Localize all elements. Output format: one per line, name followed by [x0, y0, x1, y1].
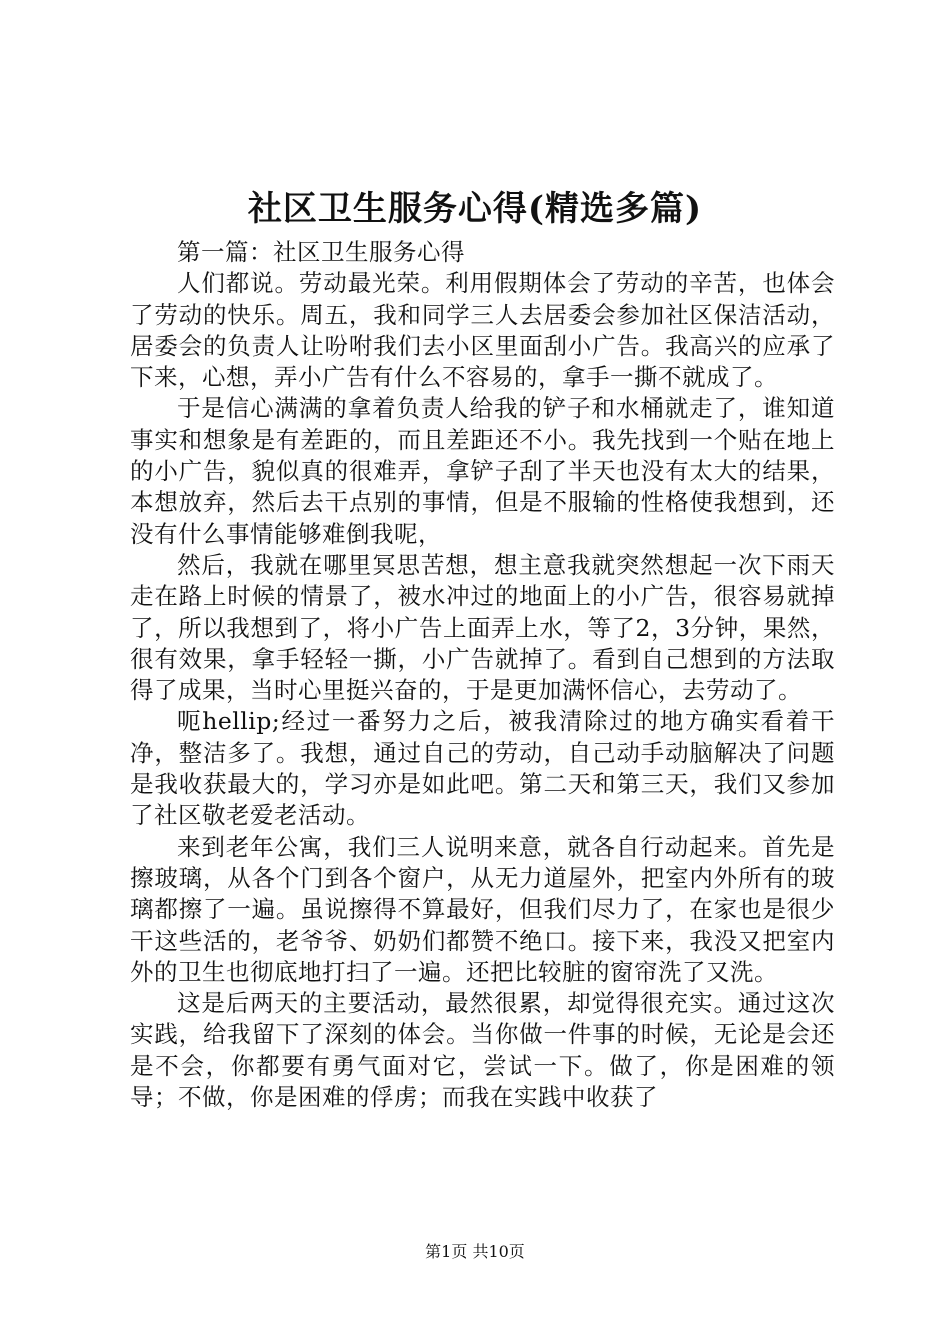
paragraph: 呃hellip;经过一番努力之后，被我清除过的地方确实看着干净，整洁多了。我想，通过自己的劳动，自己动手动脑解决了问题是我收获最大的，学习亦是如此吧。第二天和第三天，我们又参加了社区敬老爱老活动。	[130, 707, 835, 830]
paragraph: 人们都说。劳动最光荣。利用假期体会了劳动的辛苦，也体会了劳动的快乐。周五，我和同学三人去居委会参加社区保洁活动，居委会的负责人让吩咐我们去小区里面刮小广告。我高兴的应承了下来，心想，弄小广告有什么不容易的，拿手一撕不就成了。	[130, 269, 835, 392]
paragraph: 于是信心满满的拿着负责人给我的铲子和水桶就走了，谁知道事实和想象是有差距的，而且差距还不小。我先找到一个贴在地上的小广告，貌似真的很难弄，拿铲子刮了半天也没有太大的结果，本想放弃，然后去干点别的事情，但是不服输的性格使我想到，还没有什么事情能够难倒我呢，	[130, 394, 835, 548]
section-heading: 第一篇：社区卫生服务心得	[177, 238, 465, 266]
paragraph: 来到老年公寓，我们三人说明来意，就各自行动起来。首先是擦玻璃，从各个门到各个窗户，从无力道屋外，把室内外所有的玻璃都擦了一遍。虽说擦得不算最好，但我们尽力了，在家也是很少干这些活的，老爷爷、奶奶们都赞不绝口。接下来，我没又把室内外的卫生也彻底地打扫了一遍。还把比较脏的窗帘洗了又洗。	[130, 832, 835, 986]
paragraph: 这是后两天的主要活动，最然很累，却觉得很充实。通过这次实践，给我留下了深刻的体会。当你做一件事的时候，无论是会还是不会，你都要有勇气面对它，尝试一下。做了，你是困难的领导；不做，你是困难的俘虏；而我在实践中收获了	[130, 989, 835, 1112]
page-footer: 第1页 共10页	[425, 1242, 525, 1261]
document-body	[130, 237, 835, 1113]
paragraph: 然后，我就在哪里冥思苦想，想主意我就突然想起一次下雨天走在路上时候的情景了，被水冲过的地面上的小广告，很容易就掉了，所以我想到了，将小广告上面弄上水，等了2，3分钟，果然，很有效果，拿手轻轻一撕，小广告就掉了。看到自己想到的方法取得了成果，当时心里挺兴奋的，于是更加满怀信心，去劳动了。	[130, 550, 835, 705]
document-title: 社区卫生服务心得(精选多篇)	[247, 189, 703, 229]
